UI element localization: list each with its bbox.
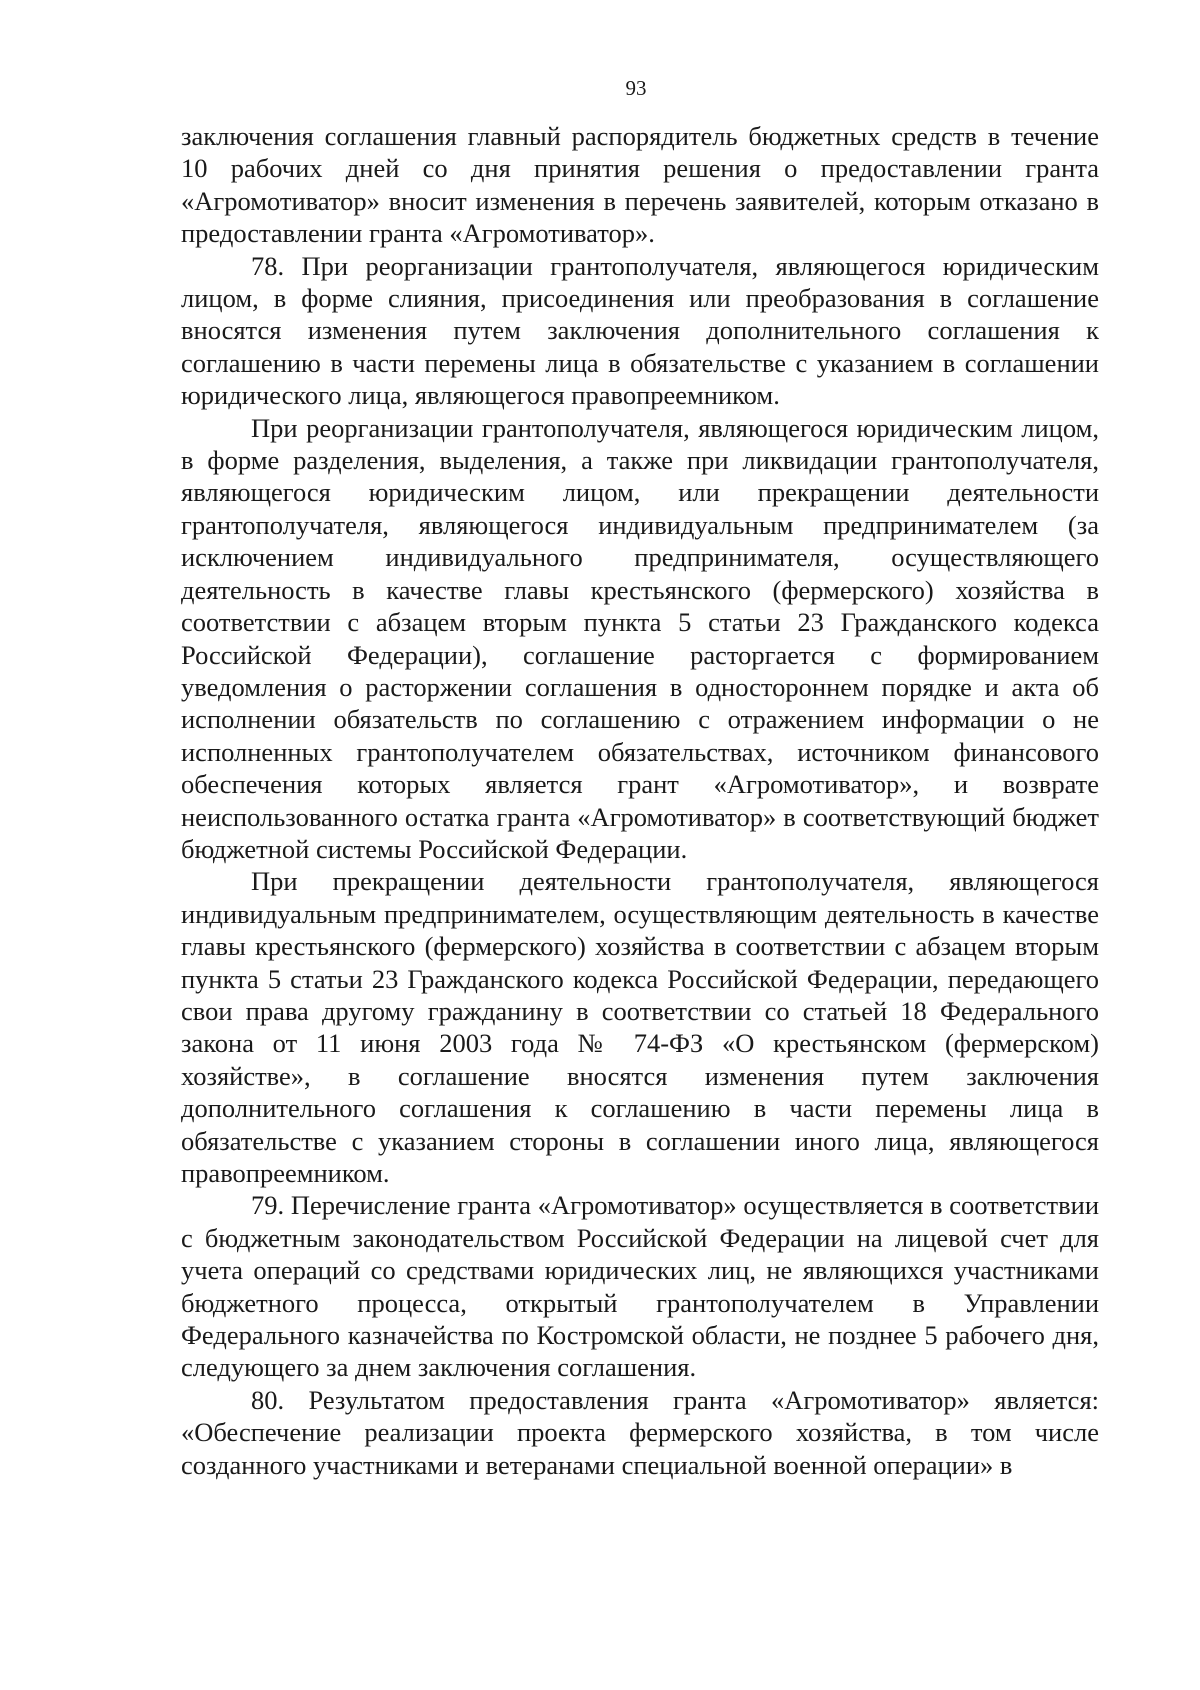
paragraph-80: 80. Результатом предоставления гранта «Агромотиватор» является: «Обеспечение реализации проекта фермерского хозяйства, в том числе созданного участниками и ветеранами специальной военной операции» в: [181, 1384, 1099, 1480]
paragraph-79: 79. Перечисление гранта «Агромотиватор» осуществляется в соответствии с бюджетным законодательством Российской Федерации на лицевой счет для учета операций со средствами юридических лиц, не являющихся участниками бюджетного процесса, открытый грантополучателем в Управлении Федерального казначейства по Костромской области, не позднее 5 рабочего дня, следующего за днем заключения соглашения.: [181, 1190, 1099, 1383]
page-number: 93: [625, 76, 647, 100]
document-body: [181, 120, 1099, 1481]
paragraph-continuation: заключения соглашения главный распорядитель бюджетных средств в течение 10 рабочих дней со дня принятия решения о предоставлении гранта «Агромотиватор» вносит изменения в перечень заявителей, которым отказано в предоставлении гранта «Агромотиватор».: [181, 121, 1099, 249]
paragraph-78-reorganization-division: При реорганизации грантополучателя, являющегося юридическим лицом, в форме разделения, выделения, а также при ликвидации грантополучателя, являющегося юридическим лицом, или прекращении деятельности грантополучателя, являющегося индивидуальным предпринимателем (за исключением индивидуального предпринимателя, осуществляющего деятельность в качестве главы крестьянского (фермерского) хозяйства в соответствии с абзацем вторым пункта 5 статьи 23 Гражданского кодекса Российской Федерации), соглашение расторгается с формированием уведомления о расторжении соглашения в одностороннем порядке и акта об исполнении обязательств по соглашению с отражением информации о не исполненных грантополучателем обязательствах, источником финансового обеспечения которых является грант «Агромотиватор», и возврате неиспользованного остатка гранта «Агромотиватор» в соответствующий бюджет бюджетной системы Российской Федерации.: [181, 412, 1099, 864]
paragraph-78-termination: При прекращении деятельности грантополучателя, являющегося индивидуальным предпринимателем, осуществляющим деятельность в качестве главы крестьянского (фермерского) хозяйства в соответствии с абзацем вторым пункта 5 статьи 23 Гражданского кодекса Российской Федерации, передающего свои права другому гражданину в соответствии со статьей 18 Федерального закона от 11 июня 2003 года № 74-ФЗ «О крестьянском (фермерском) хозяйстве», в соглашение вносятся изменения путем заключения дополнительного соглашения к соглашению в части перемены лица в обязательстве с указанием стороны в соглашении иного лица, являющегося правопреемником.: [181, 866, 1099, 1188]
paragraph-78: 78. При реорганизации грантополучателя, являющегося юридическим лицом, в форме слияния, присоединения или преобразования в соглашение вносятся изменения путем заключения дополнительного соглашения к соглашению в части перемены лица в обязательстве с указанием в соглашении юридического лица, являющегося правопреемником.: [181, 250, 1099, 411]
